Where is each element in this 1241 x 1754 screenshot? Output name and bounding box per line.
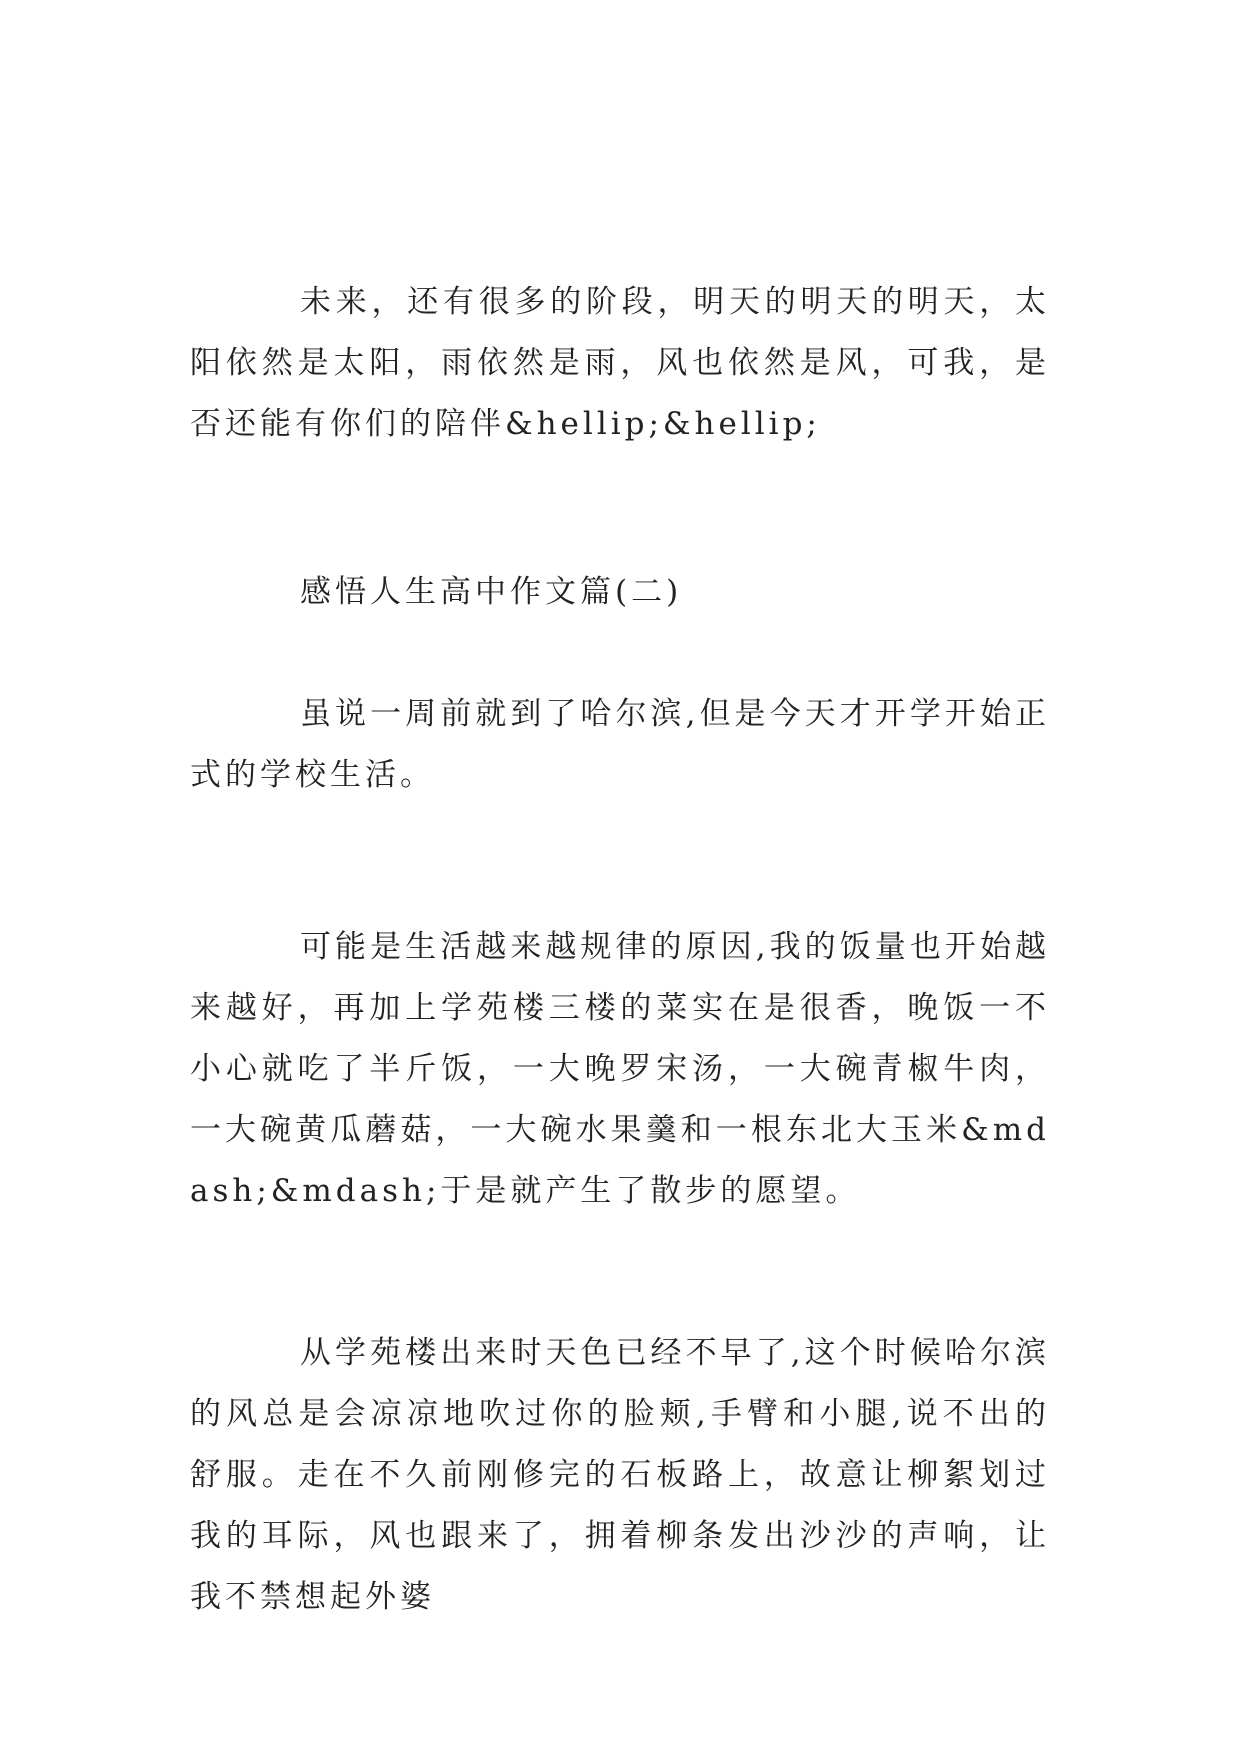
section-heading: 感悟人生高中作文篇(二) [300, 574, 683, 610]
paragraph-dinner: 可能是生活越来越规律的原因,我的饭量也开始越来越好，再加上学苑楼三楼的菜实在是很香，晚饭一不小心就吃了半斤饭，一大晚罗宋汤，一大碗青椒牛肉，一大碗黄瓜蘑菇，一大碗水果羹和一根东北大玉米&mdash;&mdash;于是就产生了散步的愿望。 [190, 929, 1050, 1209]
paragraph-future: 未来，还有很多的阶段，明天的明天的明天，太阳依然是太阳，雨依然是雨，风也依然是风，可我，是否还能有你们的陪伴&hellip;&hellip; [190, 284, 1050, 442]
paragraph-walk: 从学苑楼出来时天色已经不早了,这个时候哈尔滨的风总是会凉凉地吹过你的脸颊,手臂和小腿,说不出的舒服。走在不久前刚修完的石板路上，故意让柳絮划过我的耳际，风也跟来了，拥着柳条发出沙沙的声响，让我不禁想起外婆 [190, 1335, 1050, 1615]
paragraph-arrival: 虽说一周前就到了哈尔滨,但是今天才开学开始正式的学校生活。 [190, 696, 1050, 793]
